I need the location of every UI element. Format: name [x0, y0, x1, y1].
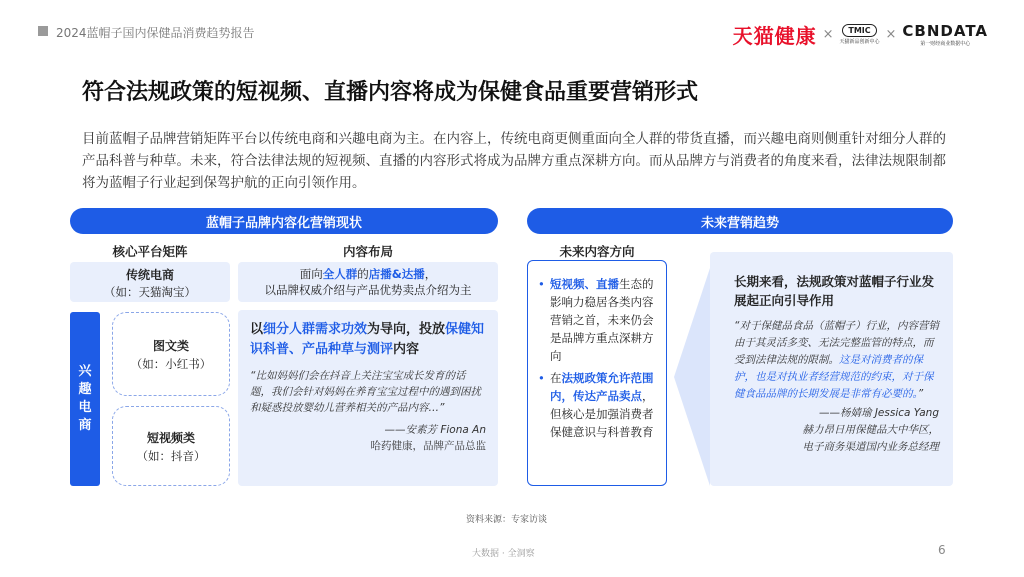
interest-ecommerce-text: 兴趣电商: [78, 364, 92, 433]
quote-attribution: [250, 422, 486, 454]
traditional-ecommerce-title: 传统电商: [125, 268, 174, 282]
text-segment: 为导向，投放: [367, 322, 446, 337]
highlight-text: 细分人群需求功效: [263, 322, 368, 337]
text-segment: ，但核心是加强消费者保健意识与科普教育: [550, 389, 654, 439]
traditional-ecommerce-example: （如：天猫淘宝）: [104, 285, 196, 299]
traditional-ecommerce-card: [70, 262, 230, 302]
image-text-example: （如：小红书）: [130, 357, 212, 371]
short-video-example: （如：抖音）: [136, 449, 206, 463]
times-separator: ×: [822, 27, 834, 42]
times-separator: ×: [885, 27, 897, 42]
column-header-platform: 核心平台矩阵: [112, 244, 188, 259]
column-header-future: 未来内容方向: [559, 244, 635, 259]
tmall-health-logo: 天猫健康: [732, 24, 817, 48]
page-number: 6: [938, 543, 946, 557]
image-text-title: 图文类: [152, 339, 189, 353]
text-segment: 以: [250, 322, 264, 337]
highlight-text: 店播&达播: [368, 267, 425, 281]
highlight-text: 全人群: [322, 267, 358, 281]
attribution-company: 赫力昂日用保健品大中华区，: [802, 424, 939, 436]
partner-logos: [733, 20, 988, 49]
future-direction-box: [527, 260, 667, 486]
text-segment: “对于保健品食品（蓝帽子）行业，内容营销由于其灵活多变、无法完整监管的特点，而受到法律法规的限制。: [734, 320, 939, 366]
trend-attribution: [734, 405, 939, 456]
arrow-left-icon: [674, 268, 710, 486]
footer-tagline: 大数据 · 全洞察: [472, 549, 535, 559]
page-heading: 符合法规政策的短视频、直播内容将成为保健食品重要营销形式: [82, 80, 699, 105]
data-source: 资料来源：专家访谈: [466, 515, 548, 525]
text-segment: 的: [357, 267, 369, 281]
trend-card: [710, 252, 953, 486]
highlight-text: 这是对消费者的保护，也是对执业者经营规范的约束，对于保健食品品牌的长期发展是非常有必要的。: [734, 354, 934, 400]
tmic-logo-subtitle: 天猫新品创新中心: [839, 39, 880, 45]
tmic-logo: [840, 24, 880, 45]
image-text-platform-box: [112, 312, 230, 396]
text-segment: 内容: [393, 342, 420, 357]
highlight-text: 短视频、直播: [550, 277, 619, 291]
list-item: [538, 369, 656, 441]
text-segment: ”: [917, 388, 924, 400]
text-segment: 面向: [299, 267, 323, 281]
list-item: [538, 275, 656, 365]
short-video-platform-box: [112, 406, 230, 486]
cbndata-logo: [902, 22, 988, 47]
traditional-layout-line2: 以品牌权威介绍与产品优势卖点介绍为主: [264, 283, 472, 297]
attribution-name: ——杨婧瑜 Jessica Yang: [818, 407, 939, 419]
interest-layout-card: [238, 310, 498, 486]
traditional-layout-card: [238, 262, 498, 302]
future-trend-bar: 未来营销趋势: [527, 208, 953, 234]
intro-paragraph: 目前蓝帽子品牌营销矩阵平台以传统电商和兴趣电商为主。在内容上，传统电商更侧重面向全人群的带货直播，而兴趣电商则侧重针对细分人群的产品科普与种草。未来，符合法律法规的短视频、直播的内容形式将成为品牌方重点深耕方向。而从品牌方与消费者的角度来看，法律法规限制都将为蓝帽子行业起到保驾护航的正向引领作用。: [82, 131, 946, 191]
text-segment: ，: [424, 267, 437, 281]
header-square-icon: [38, 26, 48, 36]
report-title: 2024蓝帽子国内保健品消费趋势报告: [56, 26, 255, 40]
interest-ecommerce-label: [70, 312, 100, 486]
expert-quote: “比如妈妈们会在抖音上关注宝宝成长发育的话题，我们会针对妈妈在养育宝宝过程中的遇到困扰和疑惑投放婴幼儿营养相关的产品内容…”: [250, 370, 481, 414]
traditional-layout-line1: [238, 266, 498, 282]
trend-title: 长期来看，法规政策对蓝帽子行业发展起正向引导作用: [734, 274, 935, 308]
column-header-layout: 内容布局: [342, 244, 393, 259]
trend-quote: [734, 318, 939, 403]
cbndata-logo-subtitle: 第一财经商业数据中心: [920, 41, 971, 47]
future-direction-list: [538, 275, 656, 441]
highlight-text: 法规政策允许范围内，传达产品卖点: [550, 371, 654, 403]
attribution-role: 电子商务渠道国内业务总经理: [802, 441, 939, 453]
header: [0, 0, 1024, 62]
text-segment: 生态的影响力稳居各类内容营销之首，未来仍会是品牌方重点深耕方向: [550, 277, 654, 363]
highlight-text: 保健知识科普、产品种草与测评: [250, 322, 485, 357]
cbndata-logo-mark: CBNDATA: [902, 22, 988, 40]
attribution-name: ——安素芳 Fiona An: [384, 424, 486, 436]
current-status-bar: 蓝帽子品牌内容化营销现状: [70, 208, 498, 234]
interest-layout-title: [250, 320, 486, 360]
text-segment: 在: [550, 371, 562, 385]
attribution-role: 哈药健康，品牌产品总监: [370, 440, 486, 452]
tmic-logo-mark: TMIC: [842, 24, 876, 37]
short-video-title: 短视频类: [146, 431, 195, 445]
